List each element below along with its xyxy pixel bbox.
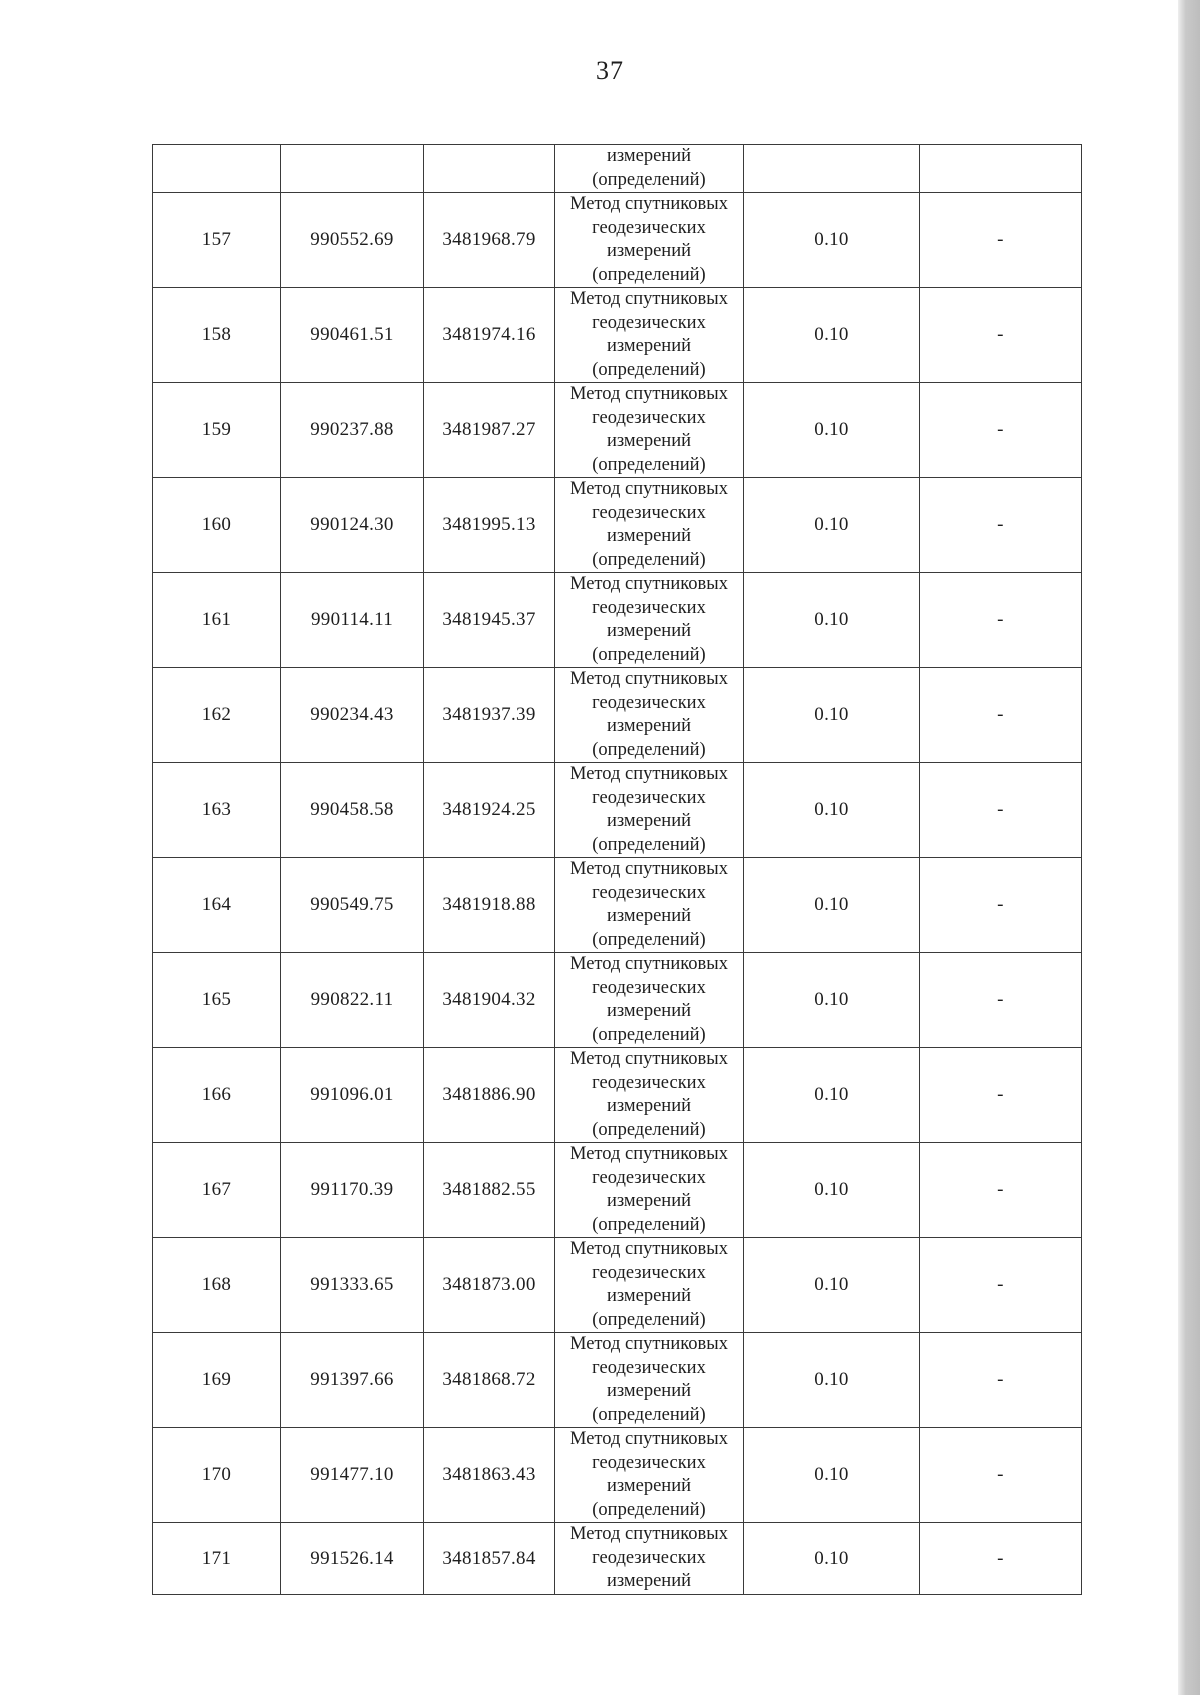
cell-description: - — [920, 1428, 1082, 1523]
cell-method: измерений (определений) — [555, 145, 744, 193]
cell-description: - — [920, 1238, 1082, 1333]
table-row — [153, 193, 1082, 288]
cell-accuracy: 0.10 — [744, 953, 920, 1048]
cell-accuracy: 0.10 — [744, 1523, 920, 1595]
cell-description — [920, 145, 1082, 193]
cell-description: - — [920, 1523, 1082, 1595]
cell-method: Метод спутниковых геодезических измерений (определений) — [555, 478, 744, 573]
cell-accuracy: 0.10 — [744, 763, 920, 858]
cell-x: 991397.66 — [281, 1333, 424, 1428]
cell-x: 990461.51 — [281, 288, 424, 383]
cell-x: 990822.11 — [281, 953, 424, 1048]
cell-x: 990114.11 — [281, 573, 424, 668]
cell-y: 3481924.25 — [424, 763, 555, 858]
cell-description: - — [920, 288, 1082, 383]
cell-method: Метод спутниковых геодезических измерений (определений) — [555, 953, 744, 1048]
cell-x: 990549.75 — [281, 858, 424, 953]
cell-point-number: 162 — [153, 668, 281, 763]
cell-method: Метод спутниковых геодезических измерений (определений) — [555, 288, 744, 383]
cell-accuracy: 0.10 — [744, 858, 920, 953]
cell-description: - — [920, 383, 1082, 478]
cell-y: 3481918.88 — [424, 858, 555, 953]
table-row — [153, 668, 1082, 763]
table-row — [153, 1238, 1082, 1333]
cell-accuracy: 0.10 — [744, 668, 920, 763]
cell-description: - — [920, 573, 1082, 668]
cell-point-number — [153, 145, 281, 193]
cell-description: - — [920, 478, 1082, 573]
cell-accuracy: 0.10 — [744, 1143, 920, 1238]
cell-x: 990234.43 — [281, 668, 424, 763]
cell-method: Метод спутниковых геодезических измерений (определений) — [555, 858, 744, 953]
cell-description: - — [920, 763, 1082, 858]
cell-point-number: 160 — [153, 478, 281, 573]
cell-x: 991477.10 — [281, 1428, 424, 1523]
cell-accuracy: 0.10 — [744, 193, 920, 288]
cell-point-number: 163 — [153, 763, 281, 858]
cell-y: 3481945.37 — [424, 573, 555, 668]
cell-point-number: 170 — [153, 1428, 281, 1523]
cell-accuracy: 0.10 — [744, 1238, 920, 1333]
table-row — [153, 478, 1082, 573]
table-row — [153, 1523, 1082, 1595]
cell-point-number: 171 — [153, 1523, 281, 1595]
table-row-continuation — [153, 145, 1082, 193]
cell-method: Метод спутниковых геодезических измерений (определений) — [555, 573, 744, 668]
cell-description: - — [920, 193, 1082, 288]
cell-description: - — [920, 953, 1082, 1048]
cell-y: 3481857.84 — [424, 1523, 555, 1595]
cell-x: 991333.65 — [281, 1238, 424, 1333]
cell-x: 991526.14 — [281, 1523, 424, 1595]
cell-y: 3481873.00 — [424, 1238, 555, 1333]
table-row — [153, 953, 1082, 1048]
cell-y — [424, 145, 555, 193]
coordinates-table — [152, 144, 1082, 1595]
cell-point-number: 167 — [153, 1143, 281, 1238]
cell-x: 990237.88 — [281, 383, 424, 478]
cell-x: 990458.58 — [281, 763, 424, 858]
table-body — [153, 145, 1082, 1595]
cell-point-number: 157 — [153, 193, 281, 288]
cell-y: 3481995.13 — [424, 478, 555, 573]
table-row — [153, 763, 1082, 858]
page-number: 37 — [596, 56, 624, 85]
cell-y: 3481868.72 — [424, 1333, 555, 1428]
cell-y: 3481886.90 — [424, 1048, 555, 1143]
cell-y: 3481937.39 — [424, 668, 555, 763]
cell-x: 990552.69 — [281, 193, 424, 288]
cell-point-number: 159 — [153, 383, 281, 478]
cell-accuracy: 0.10 — [744, 1048, 920, 1143]
cell-method: Метод спутниковых геодезических измерений (определений) — [555, 1333, 744, 1428]
cell-x: 991170.39 — [281, 1143, 424, 1238]
cell-y: 3481904.32 — [424, 953, 555, 1048]
cell-description: - — [920, 1333, 1082, 1428]
cell-point-number: 168 — [153, 1238, 281, 1333]
cell-y: 3481987.27 — [424, 383, 555, 478]
cell-x: 990124.30 — [281, 478, 424, 573]
cell-x — [281, 145, 424, 193]
cell-point-number: 169 — [153, 1333, 281, 1428]
table-row — [153, 1333, 1082, 1428]
cell-accuracy: 0.10 — [744, 383, 920, 478]
table-row — [153, 1048, 1082, 1143]
cell-point-number: 165 — [153, 953, 281, 1048]
cell-accuracy: 0.10 — [744, 478, 920, 573]
cell-description: - — [920, 1143, 1082, 1238]
cell-method: Метод спутниковых геодезических измерений (определений) — [555, 668, 744, 763]
cell-point-number: 158 — [153, 288, 281, 383]
cell-method: Метод спутниковых геодезических измерений (определений) — [555, 1143, 744, 1238]
cell-x: 991096.01 — [281, 1048, 424, 1143]
cell-method: Метод спутниковых геодезических измерений (определений) — [555, 763, 744, 858]
table-row — [153, 383, 1082, 478]
cell-accuracy: 0.10 — [744, 573, 920, 668]
cell-accuracy: 0.10 — [744, 288, 920, 383]
table-row — [153, 573, 1082, 668]
cell-method: Метод спутниковых геодезических измерений (определений) — [555, 1238, 744, 1333]
cell-method: Метод спутниковых геодезических измерений (определений) — [555, 383, 744, 478]
cell-method: Метод спутниковых геодезических измерений (определений) — [555, 1048, 744, 1143]
cell-accuracy: 0.10 — [744, 1428, 920, 1523]
cell-accuracy: 0.10 — [744, 1333, 920, 1428]
page-edge-shadow — [1178, 0, 1200, 1695]
cell-method: Метод спутниковых геодезических измерений (определений) — [555, 1428, 744, 1523]
cell-y: 3481968.79 — [424, 193, 555, 288]
cell-y: 3481882.55 — [424, 1143, 555, 1238]
table-row — [153, 288, 1082, 383]
cell-method: Метод спутниковых геодезических измерений (определений) — [555, 193, 744, 288]
cell-y: 3481974.16 — [424, 288, 555, 383]
cell-point-number: 166 — [153, 1048, 281, 1143]
cell-description: - — [920, 668, 1082, 763]
cell-point-number: 164 — [153, 858, 281, 953]
cell-description: - — [920, 858, 1082, 953]
cell-accuracy — [744, 145, 920, 193]
cell-method: Метод спутниковых геодезических измерений — [555, 1523, 744, 1595]
cell-point-number: 161 — [153, 573, 281, 668]
table-row — [153, 1428, 1082, 1523]
table-row — [153, 858, 1082, 953]
cell-y: 3481863.43 — [424, 1428, 555, 1523]
cell-description: - — [920, 1048, 1082, 1143]
table-row — [153, 1143, 1082, 1238]
